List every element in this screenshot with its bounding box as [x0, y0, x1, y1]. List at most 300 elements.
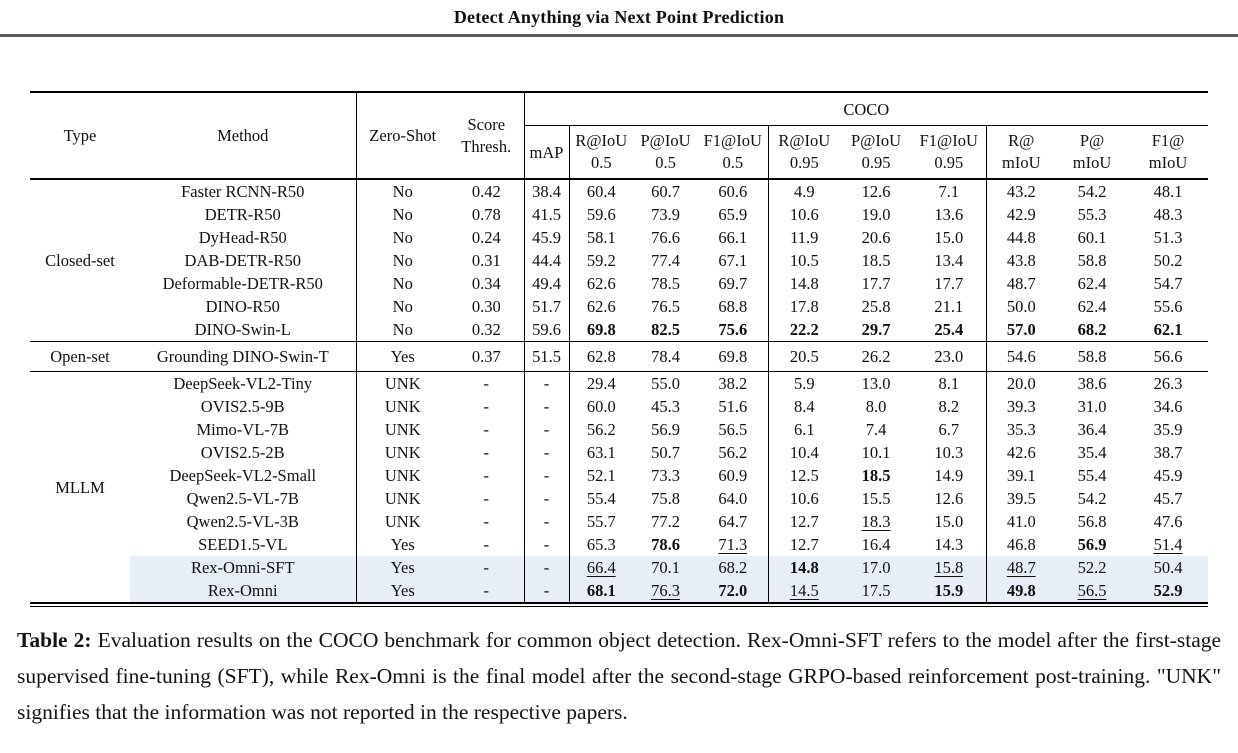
table-row [30, 579, 1208, 603]
method-name: OVIS2.5-2B [200, 443, 285, 462]
metric-value: 21.1 [934, 297, 964, 316]
second-best-value: 48.7 [1006, 558, 1036, 577]
metric-value: 25.8 [861, 297, 891, 316]
second-best-value: 15.8 [934, 558, 964, 577]
metric-value: 68.2 [718, 558, 748, 577]
metric-value: 48.7 [986, 272, 1056, 295]
metric-value: 13.0 [840, 372, 912, 396]
metric-value: 14.3 [934, 535, 964, 554]
best-value: 49.8 [1006, 581, 1036, 600]
best-value: 29.7 [861, 320, 891, 339]
best-value: 56.9 [1077, 535, 1107, 554]
metric-value [912, 556, 986, 579]
metric-value: 56.2 [718, 443, 748, 462]
metric-value: 54.6 [986, 342, 1056, 372]
zero-shot-value: No [356, 226, 449, 249]
metric-value: 17.8 [768, 295, 840, 318]
method-name: Qwen2.5-VL-7B [186, 489, 299, 508]
best-value: 14.8 [789, 558, 819, 577]
metric-value: 35.9 [1153, 420, 1183, 439]
method-name: DETR-R50 [204, 205, 281, 224]
metric-value: - [524, 372, 569, 396]
metric-value: 45.7 [1153, 489, 1183, 508]
metric-value: 73.3 [651, 466, 680, 485]
row-group-label: MLLM [30, 372, 130, 604]
metric-value: 55.0 [633, 372, 698, 396]
best-value: 57.0 [1006, 320, 1036, 339]
metric-value: 69.7 [718, 274, 748, 293]
second-best-value: 14.5 [789, 581, 819, 600]
metric-value [1056, 318, 1128, 342]
zero-shot-value: UNK [356, 441, 449, 464]
zero-shot-value: Yes [356, 556, 449, 579]
metric-value: 38.7 [1153, 443, 1183, 462]
score-thresh-value: - [483, 512, 489, 531]
metric-value: 41.5 [524, 203, 569, 226]
metric-value [986, 556, 1056, 579]
metric-value: 17.7 [934, 274, 964, 293]
metric-value [986, 318, 1056, 342]
metric-value: 59.6 [569, 203, 633, 226]
table-row [30, 510, 1208, 533]
metric-value: 60.7 [633, 179, 698, 203]
metric-value: 75.8 [651, 489, 680, 508]
score-thresh-value: 0.31 [471, 251, 501, 270]
metric-value: 51.7 [524, 295, 569, 318]
zero-shot-value: No [356, 318, 449, 342]
metric-value: 42.9 [986, 203, 1056, 226]
table-row [30, 395, 1208, 418]
metric-value: 77.4 [651, 251, 680, 270]
metric-value: 31.0 [1077, 397, 1107, 416]
table-row [30, 342, 1208, 372]
metric-value: 50.4 [1153, 558, 1183, 577]
metric-value: 26.3 [1128, 372, 1208, 396]
metric-value [569, 579, 633, 603]
metric-value: 34.6 [1153, 397, 1183, 416]
score-thresh-value: - [449, 372, 524, 396]
metric-value: 50.7 [651, 443, 680, 462]
table-row [30, 556, 1208, 579]
metric-value: 45.9 [524, 226, 569, 249]
metric-value: 12.6 [934, 489, 964, 508]
method-name: Faster RCNN-R50 [130, 179, 356, 203]
metric-value [768, 556, 840, 579]
zero-shot-value: UNK [356, 510, 449, 533]
metric-value: 39.1 [986, 464, 1056, 487]
page-title: Detect Anything via Next Point Prediction [453, 7, 785, 27]
metric-value: 56.8 [1077, 512, 1107, 531]
zero-shot-value: No [356, 203, 449, 226]
metric-value: 8.0 [865, 397, 887, 416]
score-thresh-value: 0.30 [471, 297, 501, 316]
metric-value: 17.0 [861, 558, 891, 577]
table-row [30, 226, 1208, 249]
metric-value [569, 318, 633, 342]
metric-value: 15.5 [861, 489, 891, 508]
metric-value: 59.2 [569, 249, 633, 272]
metric-value: 15.0 [934, 228, 964, 247]
metric-value: - [524, 464, 569, 487]
col-header-p-iou095: P@IoU 0.95 [840, 126, 912, 180]
metric-value: 54.2 [1077, 489, 1107, 508]
second-best-value: 56.5 [1077, 581, 1107, 600]
metric-value: 60.4 [569, 179, 633, 203]
best-value: 68.1 [586, 581, 616, 600]
score-thresh-value: 0.78 [471, 205, 501, 224]
metric-value [840, 464, 912, 487]
metric-value: 36.4 [1077, 420, 1107, 439]
best-value: 18.5 [861, 466, 891, 485]
metric-value: 5.9 [768, 372, 840, 396]
metric-value: 62.4 [1077, 274, 1107, 293]
metric-value: 60.1 [1077, 228, 1107, 247]
metric-value: 78.4 [633, 342, 698, 372]
metric-value: 52.1 [569, 464, 633, 487]
table-row [30, 272, 1208, 295]
method-name: DeepSeek-VL2-Small [169, 466, 317, 485]
metric-value: 23.0 [912, 342, 986, 372]
metric-value: 41.0 [986, 510, 1056, 533]
metric-value: 50.0 [986, 295, 1056, 318]
col-header-zero-shot: Zero-Shot [356, 92, 449, 179]
score-thresh-value: 0.34 [471, 274, 501, 293]
row-group-label: Open-set [30, 342, 130, 372]
metric-value: 58.8 [1077, 251, 1107, 270]
metric-value [840, 510, 912, 533]
metric-value: 12.6 [840, 179, 912, 203]
metric-value: 44.4 [524, 249, 569, 272]
metric-value: 13.4 [934, 251, 964, 270]
best-value: 82.5 [651, 320, 680, 339]
best-value: 69.8 [586, 320, 616, 339]
metric-value: 76.5 [651, 297, 680, 316]
results-table-container [30, 91, 1208, 607]
metric-value [768, 579, 840, 603]
results-table [30, 91, 1208, 604]
metric-value: 60.9 [718, 466, 748, 485]
metric-value: 10.1 [861, 443, 891, 462]
metric-value: 52.2 [1077, 558, 1107, 577]
second-best-value: 51.4 [1153, 535, 1183, 554]
metric-value: 4.9 [768, 179, 840, 203]
score-thresh-value: - [483, 397, 489, 416]
metric-value [1128, 579, 1208, 603]
table-header-row-top [30, 92, 1208, 126]
score-thresh-value: - [483, 443, 489, 462]
best-value: 15.9 [934, 581, 964, 600]
metric-value: 11.9 [768, 226, 840, 249]
best-value: 68.2 [1077, 320, 1107, 339]
metric-value: 20.0 [986, 372, 1056, 396]
metric-value: 78.5 [651, 274, 680, 293]
zero-shot-value: UNK [356, 395, 449, 418]
table-bottom-rule [30, 606, 1208, 607]
score-thresh-value: 0.24 [471, 228, 501, 247]
best-value: 52.9 [1153, 581, 1183, 600]
col-header-f1-miou: F1@ mIoU [1128, 126, 1208, 180]
metric-value: 51.6 [718, 397, 748, 416]
zero-shot-value: Yes [356, 342, 449, 372]
metric-value [698, 579, 768, 603]
zero-shot-value: UNK [356, 372, 449, 396]
row-group-label: Closed-set [30, 179, 130, 342]
page-header [0, 0, 1238, 37]
metric-value: 42.6 [986, 441, 1056, 464]
metric-value: 56.9 [651, 420, 680, 439]
metric-value [633, 579, 698, 603]
metric-value: 8.1 [912, 372, 986, 396]
metric-value: - [524, 533, 569, 556]
metric-value: 58.8 [1056, 342, 1128, 372]
metric-value: 12.7 [768, 510, 840, 533]
col-header-p-miou: P@ mIoU [1056, 126, 1128, 180]
table-row [30, 418, 1208, 441]
metric-value: 55.4 [1077, 466, 1107, 485]
metric-value: 48.1 [1128, 179, 1208, 203]
col-header-score-thresh: Score Thresh. [449, 92, 524, 179]
zero-shot-value: UNK [356, 487, 449, 510]
metric-value: 14.8 [768, 272, 840, 295]
metric-value [1056, 533, 1128, 556]
metric-value: 46.8 [986, 533, 1056, 556]
table-row [30, 318, 1208, 342]
metric-value: 66.1 [718, 228, 748, 247]
table-row [30, 533, 1208, 556]
metric-value: 10.5 [768, 249, 840, 272]
score-thresh-value: 0.32 [471, 320, 501, 339]
table-body [30, 179, 1208, 603]
metric-value: 20.6 [861, 228, 891, 247]
score-thresh-value: - [483, 535, 489, 554]
score-thresh-value: - [483, 420, 489, 439]
zero-shot-value: UNK [356, 418, 449, 441]
method-name: Rex-Omni-SFT [190, 558, 295, 577]
zero-shot-value: No [356, 249, 449, 272]
metric-value: - [524, 556, 569, 579]
metric-value: 10.6 [768, 203, 840, 226]
col-header-method: Method [130, 92, 356, 179]
metric-value: 59.6 [524, 318, 569, 342]
metric-value: 10.3 [934, 443, 964, 462]
col-header-r-miou: R@ mIoU [986, 126, 1056, 180]
metric-value: 65.3 [569, 533, 633, 556]
metric-value: 43.8 [986, 249, 1056, 272]
metric-value: 51.3 [1153, 228, 1183, 247]
metric-value: - [524, 418, 569, 441]
table-header [30, 92, 1208, 179]
metric-value: 55.4 [569, 487, 633, 510]
metric-value: 8.4 [768, 395, 840, 418]
table-row [30, 487, 1208, 510]
metric-value: 55.3 [1077, 205, 1107, 224]
metric-value: 62.6 [569, 272, 633, 295]
zero-shot-value: Yes [356, 533, 449, 556]
metric-value: 70.1 [651, 558, 680, 577]
metric-value [569, 556, 633, 579]
method-name: Deformable-DETR-R50 [162, 274, 323, 293]
metric-value: 60.0 [569, 395, 633, 418]
method-name: Mimo-VL-7B [196, 420, 290, 439]
best-value: 62.1 [1153, 320, 1183, 339]
metric-value: 39.5 [986, 487, 1056, 510]
metric-value: 15.0 [934, 512, 964, 531]
caption-label: Table 2: [17, 628, 92, 652]
metric-value: 63.1 [569, 441, 633, 464]
metric-value: 39.3 [986, 395, 1056, 418]
metric-value: 38.2 [698, 372, 768, 396]
metric-value: 64.0 [718, 489, 748, 508]
col-group-header-coco: COCO [524, 92, 1208, 126]
metric-value: 54.7 [1153, 274, 1183, 293]
col-header-r-iou05: R@IoU 0.5 [569, 126, 633, 180]
metric-value: 10.6 [768, 487, 840, 510]
metric-value: 51.5 [524, 342, 569, 372]
method-name: OVIS2.5-9B [200, 397, 285, 416]
second-best-value: 66.4 [586, 558, 616, 577]
metric-value: 50.2 [1153, 251, 1183, 270]
method-name: DeepSeek-VL2-Tiny [130, 372, 356, 396]
score-thresh-value: - [483, 581, 489, 600]
metric-value [698, 318, 768, 342]
metric-value [840, 318, 912, 342]
metric-value: 67.1 [718, 251, 748, 270]
metric-value: 55.6 [1153, 297, 1183, 316]
caption-text: Evaluation results on the COCO benchmark for common object detection. Rex-Omni-SFT refers to the model after the first-stage supervised fine-tuning (SFT), while Rex-Omni is the final model after the second-stage GRPO-based reinforcement post-training. "UNK" signifies that the information was not reported in the respective papers. [17, 628, 1222, 724]
table-row [30, 372, 1208, 396]
metric-value: 16.4 [861, 535, 891, 554]
metric-value: 38.6 [1056, 372, 1128, 396]
metric-value: 35.4 [1077, 443, 1107, 462]
metric-value: 60.6 [698, 179, 768, 203]
metric-value [768, 318, 840, 342]
col-header-r-iou095: R@IoU 0.95 [768, 126, 840, 180]
metric-value: 56.2 [569, 418, 633, 441]
col-header-f1-iou05: F1@IoU 0.5 [698, 126, 768, 180]
metric-value: 58.1 [569, 226, 633, 249]
method-name: DINO-R50 [205, 297, 280, 316]
metric-value [698, 533, 768, 556]
metric-value: 29.4 [569, 372, 633, 396]
metric-value: 64.7 [718, 512, 748, 531]
metric-value: 56.5 [718, 420, 748, 439]
col-header-f1-iou095: F1@IoU 0.95 [912, 126, 986, 180]
metric-value: 14.9 [934, 466, 964, 485]
metric-value: 12.5 [768, 464, 840, 487]
table-row [30, 203, 1208, 226]
score-thresh-value: 0.37 [449, 342, 524, 372]
metric-value [633, 318, 698, 342]
metric-value: 10.4 [768, 441, 840, 464]
metric-value: 73.9 [651, 205, 680, 224]
metric-value: 68.8 [718, 297, 748, 316]
metric-value: 62.8 [569, 342, 633, 372]
metric-value: - [524, 510, 569, 533]
metric-value: - [524, 441, 569, 464]
metric-value: 76.6 [651, 228, 680, 247]
zero-shot-value: No [356, 179, 449, 203]
second-best-value: 71.3 [718, 535, 748, 554]
metric-value: 49.4 [524, 272, 569, 295]
col-header-p-iou05: P@IoU 0.5 [633, 126, 698, 180]
table-row [30, 179, 1208, 203]
zero-shot-value: Yes [356, 579, 449, 603]
metric-value: 18.5 [861, 251, 891, 270]
metric-value: 17.7 [861, 274, 891, 293]
zero-shot-value: UNK [356, 464, 449, 487]
table-row [30, 295, 1208, 318]
metric-value: 38.4 [524, 179, 569, 203]
metric-value [1128, 533, 1208, 556]
best-value: 25.4 [934, 320, 964, 339]
metric-value: 47.6 [1153, 512, 1183, 531]
method-name: DAB-DETR-R50 [184, 251, 301, 270]
metric-value: - [524, 579, 569, 603]
metric-value [912, 579, 986, 603]
table-caption [17, 622, 1221, 730]
score-thresh-value: - [483, 489, 489, 508]
metric-value [912, 318, 986, 342]
method-name: DINO-Swin-L [194, 320, 291, 339]
metric-value: 7.4 [865, 420, 887, 439]
best-value: 78.6 [651, 535, 680, 554]
metric-value: 55.7 [569, 510, 633, 533]
score-thresh-value: - [483, 558, 489, 577]
col-header-map: mAP [524, 126, 569, 180]
metric-value: 45.3 [651, 397, 680, 416]
method-name: SEED1.5-VL [198, 535, 288, 554]
metric-value: 8.2 [938, 397, 960, 416]
metric-value: 45.9 [1153, 466, 1183, 485]
metric-value: 20.5 [768, 342, 840, 372]
metric-value: 62.4 [1077, 297, 1107, 316]
metric-value: 56.6 [1128, 342, 1208, 372]
metric-value: - [524, 487, 569, 510]
second-best-value: 18.3 [861, 512, 891, 531]
metric-value: 12.7 [768, 533, 840, 556]
metric-value: 54.2 [1056, 179, 1128, 203]
second-best-value: 76.3 [651, 581, 680, 600]
zero-shot-value: No [356, 272, 449, 295]
metric-value [1128, 318, 1208, 342]
metric-value: 69.8 [698, 342, 768, 372]
metric-value: 6.1 [768, 418, 840, 441]
metric-value: 26.2 [840, 342, 912, 372]
metric-value: 65.9 [718, 205, 748, 224]
table-row [30, 249, 1208, 272]
metric-value: 48.3 [1153, 205, 1183, 224]
metric-value: 17.5 [861, 581, 891, 600]
metric-value: 43.2 [986, 179, 1056, 203]
table-row [30, 464, 1208, 487]
method-name: Qwen2.5-VL-3B [186, 512, 299, 531]
method-name: DyHead-R50 [198, 228, 287, 247]
metric-value: 62.6 [569, 295, 633, 318]
metric-value: 44.8 [986, 226, 1056, 249]
zero-shot-value: No [356, 295, 449, 318]
metric-value [986, 579, 1056, 603]
score-thresh-value: 0.42 [449, 179, 524, 203]
best-value: 72.0 [718, 581, 748, 600]
metric-value: 19.0 [861, 205, 891, 224]
score-thresh-value: - [483, 466, 489, 485]
best-value: 22.2 [789, 320, 819, 339]
metric-value: 77.2 [651, 512, 680, 531]
best-value: 75.6 [718, 320, 748, 339]
metric-value: 7.1 [912, 179, 986, 203]
metric-value: 13.6 [934, 205, 964, 224]
metric-value: 35.3 [986, 418, 1056, 441]
